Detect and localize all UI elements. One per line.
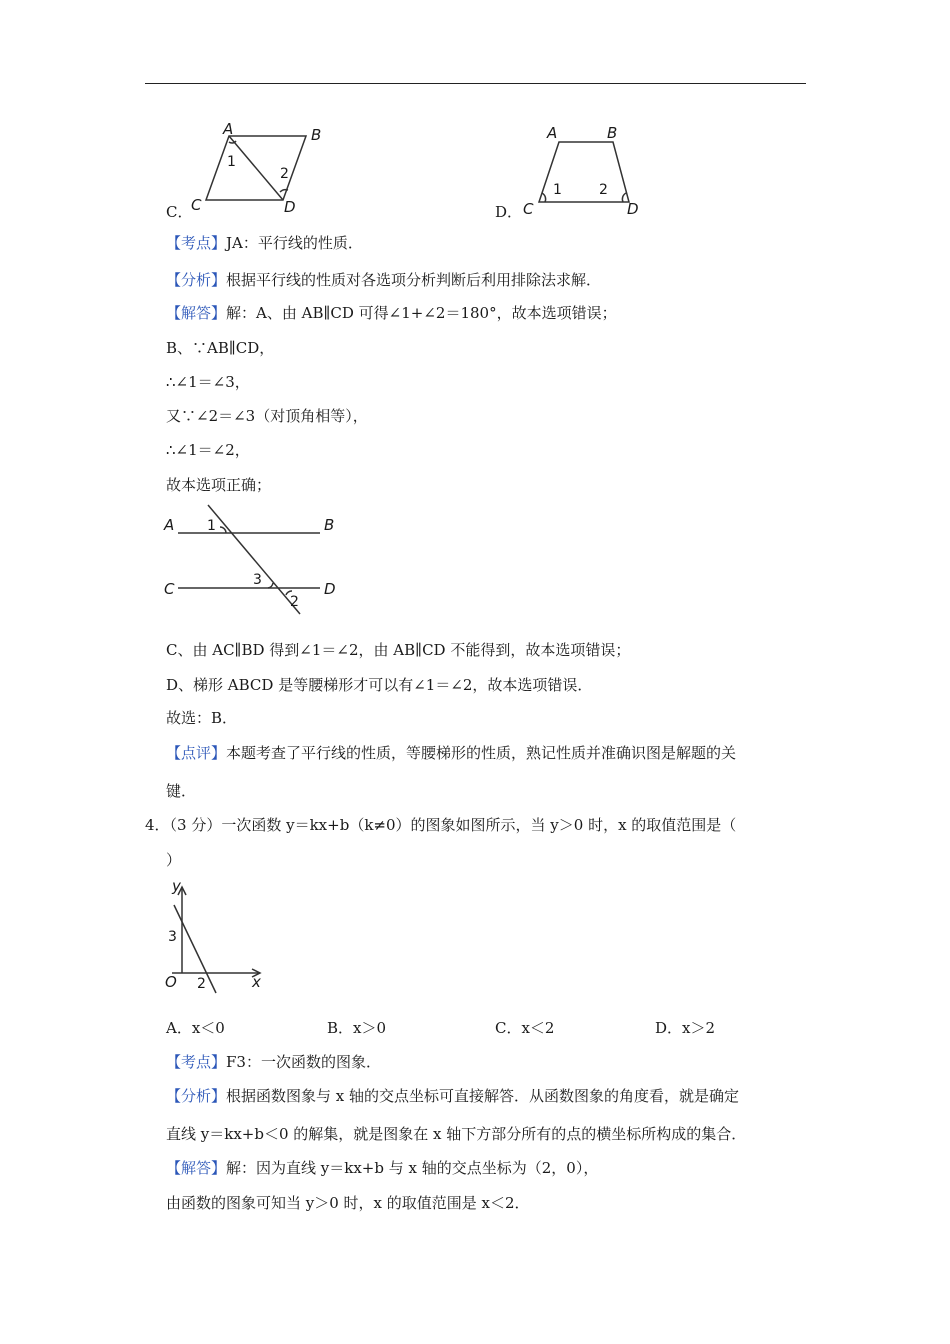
label-a: A (164, 516, 175, 534)
q4-kaodian (166, 1052, 381, 1072)
dianping-tag: 【点评】 (166, 744, 227, 762)
jieda-tag: 【解答】 (166, 1159, 227, 1177)
q3-dianping (166, 743, 736, 763)
q3-line-2: ∴∠1＝∠3， (166, 373, 250, 391)
label-c: C (191, 196, 202, 214)
q4-option-d: D．x＞2 (655, 1019, 716, 1037)
fenxi-text: 根据平行线的性质对各选项分析判断后利用排除法求解． (226, 271, 602, 289)
label-b: B (311, 126, 322, 144)
q3-kaodian (166, 233, 363, 253)
label-d: D (324, 580, 336, 598)
label-b: B (324, 516, 335, 534)
q3-line-4: ∴∠1＝∠2， (166, 441, 250, 459)
q4-fenxi-cont: 直线 y＝kx+b＜0 的解集，就是图象在 x 轴下方部分所有的点的横坐标所构成的集合． (166, 1125, 747, 1143)
label-c: C (523, 200, 534, 218)
figure-d-option-label: D． (495, 203, 523, 221)
q3-dianping-cont: 键． (166, 782, 197, 800)
kaodian-text: F3：一次函数的图象． (226, 1053, 381, 1071)
q4-jieda-cont: 由函数的图象可知当 y＞0 时，x 的取值范围是 x＜2． (166, 1194, 530, 1212)
fenxi-tag: 【分析】 (166, 1087, 227, 1105)
function-line (174, 905, 216, 993)
kaodian-tag: 【考点】 (166, 234, 227, 252)
fenxi-text: 根据函数图象与 x 轴的交点坐标可直接解答．从函数图象的角度看，就是确定 (226, 1087, 740, 1105)
q3-line-5: 故本选项正确； (166, 476, 272, 494)
angle-arc-1 (220, 527, 226, 533)
figure-c-option-label: C． (166, 203, 193, 221)
figure-d-trapezoid (515, 118, 655, 218)
figure-c-parallelogram (185, 118, 325, 218)
figure-parallel-lines (160, 500, 350, 618)
header-rule (145, 83, 806, 84)
jieda-tag: 【解答】 (166, 304, 227, 322)
label-d: D (627, 200, 639, 218)
label-y: y (172, 877, 181, 895)
label-2: 2 (290, 594, 299, 610)
q3-line-6: C、由 AC∥BD 得到∠1＝∠2，由 AB∥CD 不能得到，故本选项错误； (166, 641, 631, 659)
label-a: A (223, 120, 234, 138)
q3-line-8: 故选：B． (166, 709, 238, 727)
figure-linear-graph (160, 875, 270, 995)
label-3: 3 (168, 929, 177, 945)
q4-option-a: A．x＜0 (166, 1019, 225, 1037)
kaodian-tag: 【考点】 (166, 1053, 227, 1071)
transversal (208, 505, 300, 614)
q4-jieda (166, 1158, 598, 1178)
q4-stem-cont: ） (166, 851, 182, 869)
label-d: D (284, 198, 296, 216)
dianping-text: 本题考查了平行线的性质，等腰梯形的性质，熟记性质并准确识图是解题的关 (226, 744, 737, 762)
fenxi-tag: 【分析】 (166, 271, 227, 289)
q3-line-7: D、梯形 ABCD 是等腰梯形才可以有∠1＝∠2，故本选项错误． (166, 676, 593, 694)
label-2: 2 (280, 166, 289, 182)
q3-line-3: 又∵∠2＝∠3（对顶角相等）， (166, 407, 368, 425)
label-2: 2 (599, 182, 608, 198)
label-c: C (164, 580, 175, 598)
kaodian-text: JA：平行线的性质． (226, 234, 363, 252)
label-1: 1 (207, 518, 216, 534)
label-b: B (607, 124, 618, 142)
label-origin: O (165, 973, 177, 991)
label-a: A (547, 124, 558, 142)
label-2: 2 (197, 976, 206, 992)
q3-jieda (166, 303, 617, 323)
label-1: 1 (227, 154, 236, 170)
angle-arc-2 (622, 193, 626, 202)
q3-line-1: B、∵AB∥CD， (166, 339, 275, 357)
jieda-text: 解：A、由 AB∥CD 可得∠1+∠2＝180°，故本选项错误； (226, 304, 617, 322)
q4-stem: 4．（3 分）一次函数 y＝kx+b（k≠0）的图象如图所示，当 y＞0 时，x 的取值范围是（ (145, 816, 737, 834)
angle-arc-1 (542, 193, 546, 202)
q4-option-c: C．x＜2 (495, 1019, 555, 1037)
jieda-text: 解：因为直线 y＝kx+b 与 x 轴的交点坐标为（2，0）， (226, 1159, 599, 1177)
parallelogram-diagonal (229, 136, 283, 200)
label-1: 1 (553, 182, 562, 198)
q4-option-b: B．x＞0 (327, 1019, 387, 1037)
q4-fenxi (166, 1086, 739, 1106)
label-3: 3 (253, 572, 262, 588)
label-x: x (252, 973, 261, 991)
q3-fenxi (166, 270, 601, 290)
